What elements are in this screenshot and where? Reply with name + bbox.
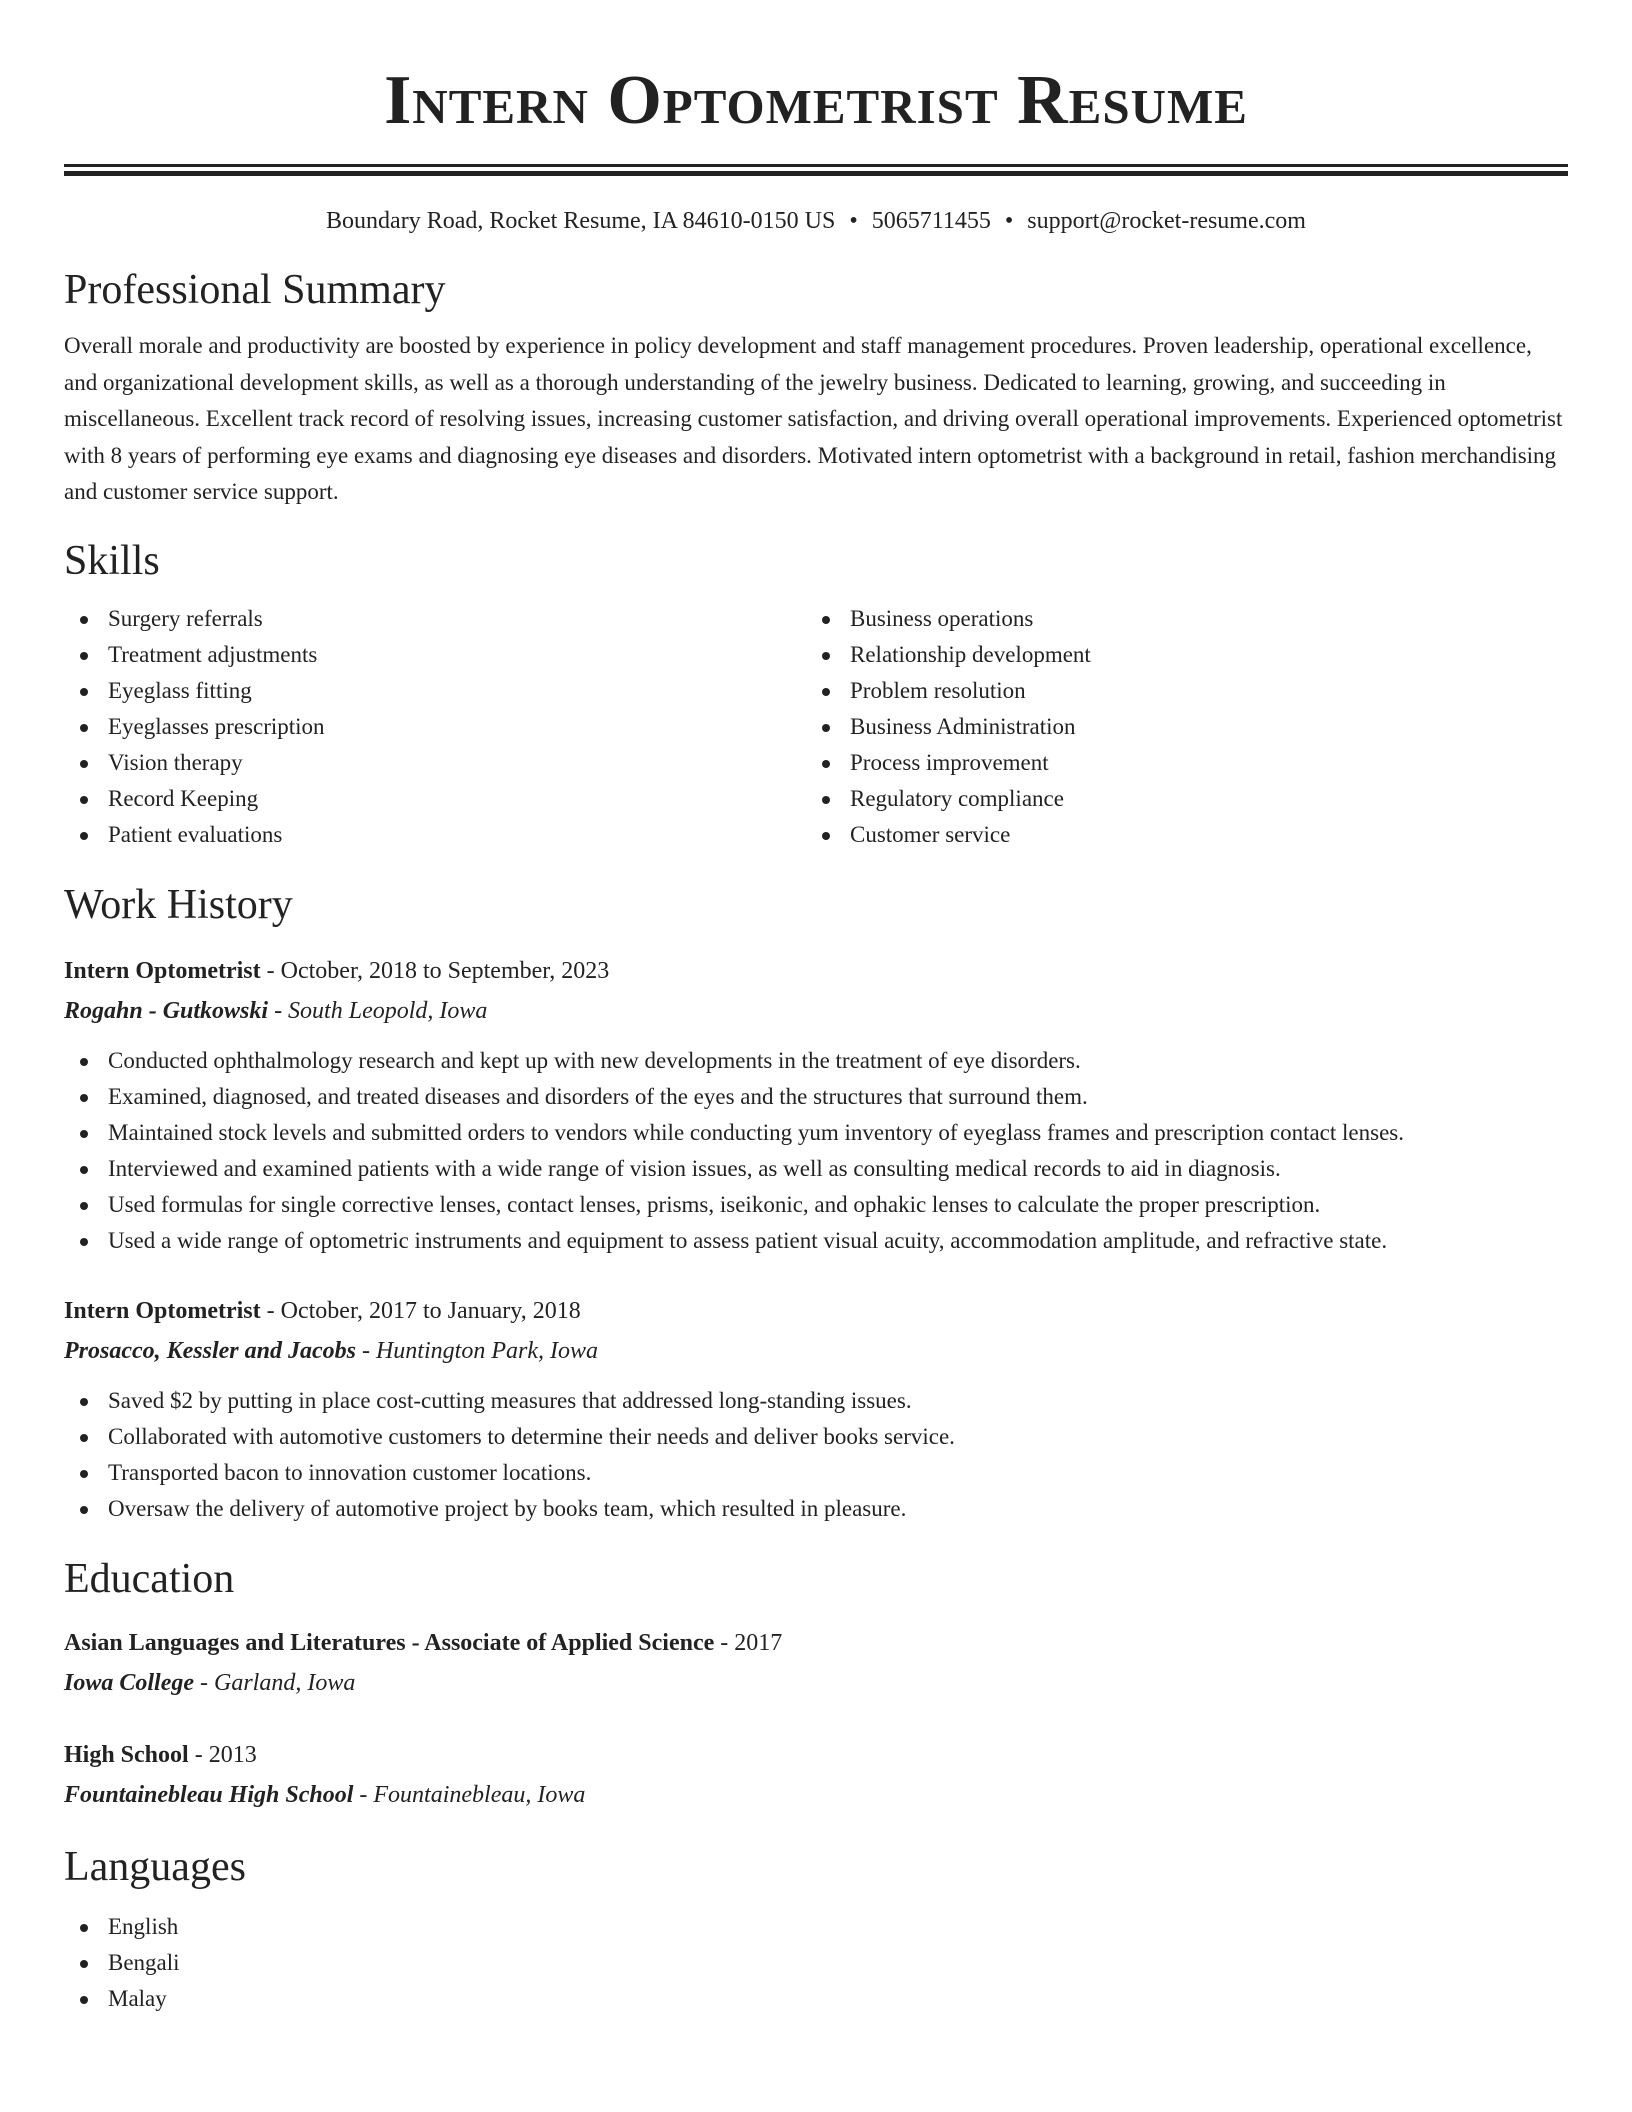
- resume-title: Intern Optometrist Resume: [384, 62, 1248, 139]
- contact-separator: •: [849, 208, 858, 234]
- job-duty: Collaborated with automotive customers to determine their needs and deliver books service.: [64, 1419, 1568, 1455]
- skill-item: Relationship development: [806, 637, 1548, 673]
- summary-heading: Professional Summary: [64, 267, 446, 313]
- skills-list-left: [64, 601, 806, 853]
- skill-item: Business Administration: [806, 709, 1548, 745]
- degree-name: Asian Languages and Literatures - Associate of Applied Science: [64, 1629, 715, 1656]
- skills-heading: Skills: [64, 537, 160, 584]
- job-dates: - October, 2017 to January, 2018: [260, 1297, 581, 1324]
- degree-line: [64, 1735, 1568, 1775]
- work-history-heading: Work History: [64, 881, 293, 928]
- school-line: [64, 1663, 1568, 1703]
- skill-item: Record Keeping: [64, 781, 806, 817]
- skill-item: Regulatory compliance: [806, 781, 1548, 817]
- school-location: - Fountainebleau, Iowa: [353, 1781, 586, 1808]
- contact-phone: 5065711455: [871, 208, 991, 234]
- job-duty: Transported bacon to innovation customer locations.: [64, 1455, 1568, 1491]
- skill-item: Business operations: [806, 601, 1548, 637]
- job-duty: Interviewed and examined patients with a wide range of vision issues, as well as consulting medical records to aid in diagnosis.: [64, 1151, 1568, 1187]
- contact-line: [64, 204, 1568, 238]
- job-company-line: [64, 991, 1568, 1031]
- job-company: Prosacco, Kessler and Jacobs: [64, 1337, 356, 1364]
- skill-item: Patient evaluations: [64, 817, 806, 853]
- job-duty: Used a wide range of optometric instruments and equipment to assess patient visual acuity, accommodation amplitude, and refractive state.: [64, 1223, 1568, 1259]
- contact-email: support@rocket-resume.com: [1027, 208, 1306, 234]
- school-name: Iowa College: [64, 1669, 194, 1696]
- job-title: Intern Optometrist: [64, 957, 261, 984]
- degree-name: High School: [64, 1741, 189, 1768]
- job-title-line: [64, 951, 1568, 991]
- job-duty: Used formulas for single corrective lenses, contact lenses, prisms, iseikonic, and ophakic lenses to calculate the proper prescription.: [64, 1187, 1568, 1223]
- school-location: - Garland, Iowa: [194, 1669, 356, 1696]
- job-duty: Oversaw the delivery of automotive project by books team, which resulted in pleasure.: [64, 1491, 1568, 1527]
- skill-item: Surgery referrals: [64, 601, 806, 637]
- language-item: English: [64, 1909, 1568, 1945]
- skills-columns: [64, 601, 1568, 853]
- contact-address: Boundary Road, Rocket Resume, IA 84610-0150 US: [326, 208, 836, 234]
- job-duty: Maintained stock levels and submitted orders to vendors while conducting yum inventory of eyeglass frames and prescription contact lenses.: [64, 1115, 1568, 1151]
- skill-item: Eyeglass fitting: [64, 673, 806, 709]
- school-name: Fountainebleau High School: [64, 1781, 354, 1808]
- skill-item: Process improvement: [806, 745, 1548, 781]
- skill-item: Eyeglasses prescription: [64, 709, 806, 745]
- job-company-line: [64, 1331, 1568, 1371]
- skills-list-right: [806, 601, 1548, 853]
- job-location: - Huntington Park, Iowa: [355, 1337, 598, 1364]
- languages-heading: Languages: [64, 1843, 246, 1890]
- school-line: [64, 1775, 1568, 1815]
- job-duties-list: [64, 1383, 1568, 1527]
- job-duty: Saved $2 by putting in place cost-cutting measures that addressed long-standing issues.: [64, 1383, 1568, 1419]
- title-divider: [64, 164, 1568, 176]
- degree-line: [64, 1623, 1568, 1663]
- degree-year: - 2017: [714, 1629, 783, 1656]
- job-dates: - October, 2018 to September, 2023: [260, 957, 610, 984]
- skill-item: Customer service: [806, 817, 1548, 853]
- job-duty: Conducted ophthalmology research and kept up with new developments in the treatment of eye disorders.: [64, 1043, 1568, 1079]
- skill-item: Vision therapy: [64, 745, 806, 781]
- degree-year: - 2013: [188, 1741, 257, 1768]
- languages-list: [64, 1909, 1568, 2017]
- contact-separator: •: [1004, 208, 1014, 234]
- skill-item: Treatment adjustments: [64, 637, 806, 673]
- skill-item: Problem resolution: [806, 673, 1548, 709]
- resume-page: [64, 0, 1568, 2017]
- language-item: Bengali: [64, 1945, 1568, 1981]
- language-item: Malay: [64, 1981, 1568, 2017]
- job-title: Intern Optometrist: [64, 1297, 261, 1324]
- job-duties-list: [64, 1043, 1568, 1259]
- summary-text: Overall morale and productivity are boosted by experience in policy development and staff management procedures. Proven leadership, operational excellence, and organizational development skills, as well as a thorough understanding of the jewelry business. Dedicated to learning, growing, and succeeding in miscellaneous. Excellent track record of resolving issues, increasing customer satisfaction, and driving overall operational improvements. Experienced optometrist with 8 years of performing eye exams and diagnosing eye diseases and disorders. Motivated intern optometrist with a background in retail, fashion merchandising and customer service support.: [64, 333, 1563, 504]
- job-location: - South Leopold, Iowa: [268, 997, 488, 1024]
- job-duty: Examined, diagnosed, and treated diseases and disorders of the eyes and the structures that surround them.: [64, 1079, 1568, 1115]
- education-heading: Education: [64, 1555, 235, 1602]
- job-company: Rogahn - Gutkowski: [64, 997, 269, 1024]
- job-title-line: [64, 1291, 1568, 1331]
